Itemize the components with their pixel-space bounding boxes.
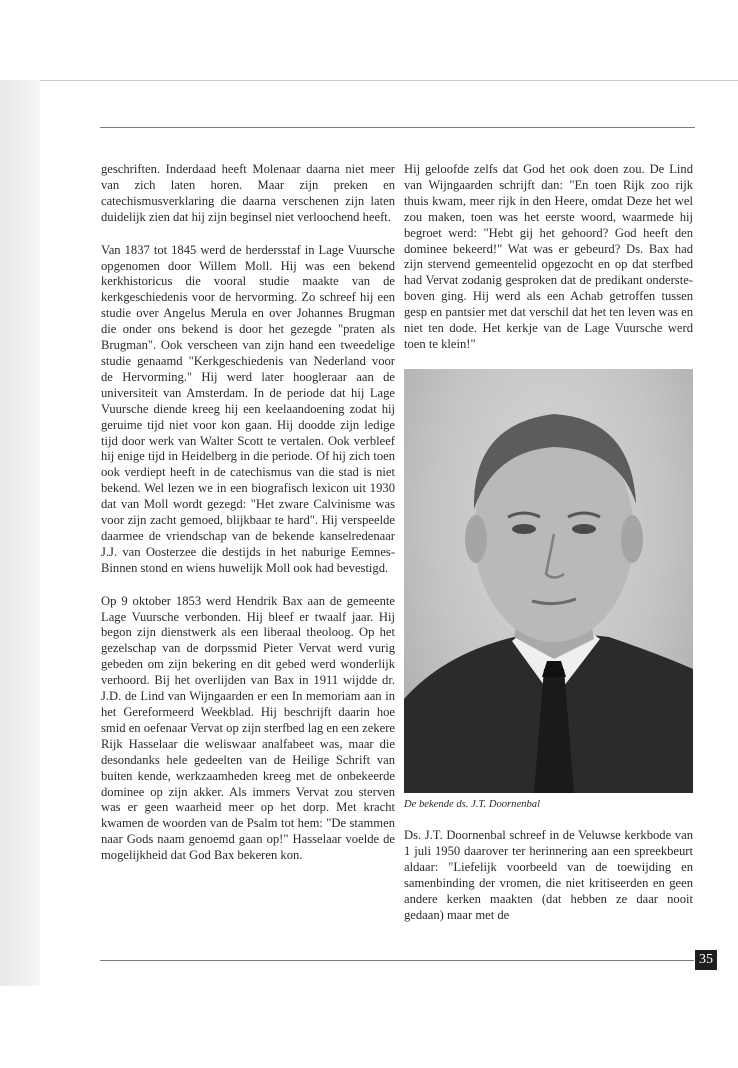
right-column-bottom (404, 828, 693, 940)
paragraph: Hij geloofde zelfs dat God het ook doen zou. De Lind van Wijngaarden schrijft dan: "En toen Rijk zoo rijk thuis kwam, meer rijk in den Heere, omdat Deze het wel zou maken, toen was het eerste woord, waarmede hij begroet werd: "Hebt gij het gehoord? God heeft den dominee bekeerd!" Wat was er gebeurd? Ds. Bax had zijn stervend gemeentelid opgezocht en op dat sterfbed had Vervat zodanig gesproken dat de predikant onderste-boven ging. Hij werd als een Achab getroffen tussen gesp en pantsier met dat verschil dat het ten leven was en niet ten dode. Het kerkje van de Lage Vuursche werd toen te klein!" (404, 162, 693, 351)
page-edge (40, 80, 738, 81)
paragraph: Ds. J.T. Doornenbal schreef in de Veluwse kerkbode van 1 juli 1950 daarover ter herinnering aan een spreekbeurt aldaar: "Liefelijk voorbeeld van de toewijding en samenbinding der vromen, die niet kritiseerden en geen andere kerken maakten (dat hebben ze daar nooit gedaan) maar met de (404, 828, 693, 922)
paragraph: Op 9 oktober 1853 werd Hendrik Bax aan de gemeente Lage Vuursche verbonden. Hij bleef er twaalf jaar. Hij begon zijn dienstwerk als een liberaal theoloog. Op het gezelschap van de dorpssmid Pieter Vervat werd vurig gebeden om zijn bekering en dit gebed werd wonderlijk verhoord. Bij het overlijden van Bax in 1911 wijdde dr. J.D. de Lind van Wijngaarden er een In memoriam aan in het Gereformeerd Weekblad. Hij beschrijft daarin hoe smid en oefenaar Vervat op zijn sterfbed lag en een zekere Rijk Hasselaar die weliswaar analfabeet was, maar die desondanks hele gedeelten van de Heilige Schrift van buiten kende, werkzaamheden kreeg met de onbekeerde dominee op zijn akker. Als immers Vervat zou sterven was er geen waarheid meer op het dorp. Met kracht kwamen de woorden van de Psalm tot hem: "De stammen naar Gods naam genoemd gaan op!" Hasselaar voelde de mogelijkheid dat God Bax bekeren kon. (101, 593, 395, 863)
page-number: 35 (695, 950, 717, 970)
left-column (101, 162, 395, 881)
footer-rule (100, 960, 694, 961)
header-rule (100, 127, 695, 128)
paragraph: Van 1837 tot 1845 werd de herdersstaf in Lage Vuursche opgenomen door Willem Moll. Hij was een bekend kerkhistoricus die vooral studie maakte van de kerkgeschiedenis voor de hervorming. Zo schreef hij een studie over Angelus Merula en over Johannes Brugman die onder ons bekend is door het gezegde "praten als Brugman". Ook verscheen van zijn hand een tweedelige studie genaamd "Kerkgeschiedenis van Nederland voor de Hervorming." Hij werd later hoogleraar aan de universiteit van Amsterdam. In de periode dat hij Lage Vuursche diende kreeg hij een keelaandoening zodat hij geruime tijd niet voor kon gaan. Hij doodde zijn ledige tijd door werk van Walter Scott te vertalen. Ook verbleef hij enige tijd in Heidelberg in die periode. Of hij zich toen ook verdiept heeft in de catechismus van die stad is niet bekend. Wel lezen we in een biografisch lexicon uit 1930 dat van Moll wordt gezegd: "Het zware Calvinisme was voor zijn zacht gemoed, blijkbaar te hard". Hij verspeelde daarmee de vriendschap van de bekende kanselredenaar J.J. van Oosterzee die destijds in het naburige Eemnes-Binnen stond en wiens huwelijk Moll ook had bevestigd. (101, 242, 395, 575)
paragraph: geschriften. Inderdaad heeft Molenaar daarna niet meer van zich laten horen. Maar zijn preken en catechismusverklaring die daarna verschenen zijn laten duidelijk zien dat hij zijn beginsel niet verloochend heeft. (101, 162, 395, 224)
right-column-top (404, 162, 693, 370)
photo-caption: De bekende ds. J.T. Doornenbal (404, 799, 541, 810)
portrait-photo (404, 369, 693, 793)
book-spine-shadow (0, 80, 40, 986)
